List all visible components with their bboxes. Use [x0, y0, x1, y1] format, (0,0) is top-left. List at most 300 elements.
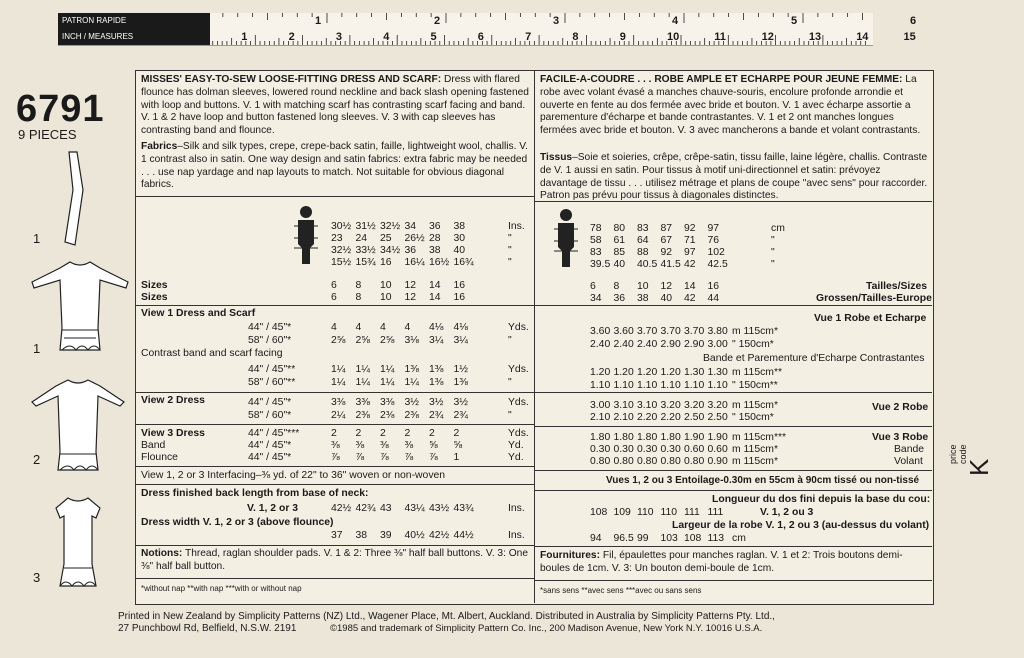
metrage-cell: 1.90 — [684, 432, 705, 443]
body-measurement-cell: 71 — [684, 235, 696, 246]
body-measurement-cell: 88 — [637, 247, 649, 258]
body-measurement-cell: 67 — [660, 235, 673, 246]
rule — [534, 426, 932, 427]
body-measurement-cell: 32½ — [331, 245, 352, 256]
size-cell: 16 — [453, 280, 466, 291]
metrage-cell: 3.10 — [637, 400, 658, 411]
dress-width-cell: 96.5 — [613, 533, 634, 544]
rule — [534, 392, 932, 393]
bande-label: Bande — [894, 444, 925, 455]
yardage-cell: 1¼ — [331, 377, 346, 388]
dress-width-cell: 94 — [590, 533, 602, 544]
yardage-unit: " — [508, 335, 512, 346]
yardage-cell: 3⅜ — [331, 397, 346, 408]
french-notions-label: Fournitures: — [540, 550, 600, 561]
scarf-sketch — [55, 150, 95, 250]
yardage-cell: ⅞ — [404, 452, 414, 463]
body-measurement-cell: 25 — [380, 233, 392, 244]
body-measurement-cell: 42 — [684, 259, 696, 270]
yardage-cell: 1 — [453, 452, 460, 463]
yardage-cell: 3½ — [453, 397, 468, 408]
back-length-cell: 43¼ — [404, 503, 425, 514]
ruler-inch-number: 2 — [434, 15, 441, 27]
back-length-cell: 110 — [637, 507, 654, 518]
yardage-unit: Yds. — [508, 397, 529, 408]
yardage-cell: ⅜ — [331, 440, 340, 451]
yardage-unit: Yd. — [508, 440, 524, 451]
body-measurement-unit: " — [508, 257, 512, 268]
ruler-inch-number: 5 — [791, 15, 798, 27]
price-label: price — [948, 444, 958, 464]
metrage-cell: 2.90 — [684, 339, 705, 350]
body-measurement-cell: 16¼ — [404, 257, 425, 268]
back-length-cell: 43 — [380, 503, 392, 514]
size-cell: 8 — [613, 281, 620, 292]
metrage-cell: 1.90 — [707, 432, 728, 443]
metrage-cell: 0.60 — [707, 444, 728, 455]
metrage-cell: 3.20 — [707, 400, 728, 411]
size-cell: 6 — [331, 280, 337, 291]
body-measurement-cell: 40 — [453, 245, 466, 256]
yardage-cell: 4 — [404, 322, 411, 333]
yardage-cell: ⅜ — [355, 440, 365, 451]
body-measurement-cell: 92 — [684, 223, 696, 234]
metrage-cell: 1.10 — [684, 380, 705, 391]
ruler-cm-number: 13 — [808, 31, 822, 43]
yardage-cell: 3¼ — [453, 335, 468, 346]
body-measure-figure-icon — [552, 207, 582, 269]
flounce-label: Flounce — [141, 452, 178, 463]
metrage-cell: 1.10 — [613, 380, 634, 391]
yardage-cell: 3¼ — [429, 335, 444, 346]
body-measurement-cell: 42.5 — [707, 259, 728, 270]
metrage-cell: 1.30 — [684, 367, 705, 378]
yardage-cell: 2¼ — [331, 410, 346, 421]
body-measurement-cell: 15½ — [331, 257, 352, 268]
rule — [534, 546, 932, 547]
yardage-cell: 4 — [331, 322, 337, 333]
yardage-cell: 4 — [380, 322, 386, 333]
yardage-cell: 2¾ — [429, 410, 444, 421]
dress-width-cell: 103 — [660, 533, 678, 544]
metrage-unit: m 115cm* — [732, 456, 779, 467]
body-measurement-cell: 102 — [707, 247, 725, 258]
yardage-cell: 1⅜ — [453, 377, 468, 388]
rule — [534, 580, 932, 581]
dress-width-cell: 99 — [637, 533, 649, 544]
metrage-cell: 3.20 — [660, 400, 681, 411]
french-notions-text: Fil, épaulettes pour manches raglan. V. 1 et 2: Trois boutons demi-boules de 1cm. V. 3: Un bouton demi-boule de 1cm. — [540, 550, 903, 574]
body-measurement-cell: 78 — [590, 223, 602, 234]
metrage-unit: m 115cm* — [732, 444, 779, 455]
yardage-cell: 2 — [355, 428, 362, 439]
metrage-cell: 0.30 — [613, 444, 634, 455]
imprint-line-2b: ©1985 and trademark of Simplicity Pattern Co. Inc., 200 Madison Avenue, New York N.Y. 10016 U.S.A. — [330, 623, 763, 634]
body-measurement-cell: 38 — [453, 221, 466, 232]
yardage-cell: 1⅜ — [429, 364, 444, 375]
size-cell: 12 — [404, 292, 417, 303]
yardage-cell: 3⅜ — [380, 397, 395, 408]
fabric-width: 58" / 60"* — [248, 410, 292, 421]
view-3-dress-sketch — [48, 494, 108, 590]
body-measurement-cell: 32½ — [380, 221, 401, 232]
metrage-cell: 3.80 — [707, 326, 728, 337]
yardage-cell: 2 — [429, 428, 435, 439]
pattern-number: 6791 — [16, 88, 105, 130]
metrage-cell: 1.80 — [590, 432, 611, 443]
dress-width-unit: Ins. — [508, 530, 525, 541]
metrage-unit: " 150cm* — [732, 412, 774, 423]
rule — [534, 201, 932, 202]
rule — [135, 545, 534, 546]
tailles-label: Tailles/Sizes — [866, 281, 928, 292]
french-description-block — [540, 74, 928, 138]
metrage-cell: 2.20 — [660, 412, 681, 423]
french-interfacing: Vues 1, 2 ou 3 Entoilage-0.30m en 55cm à 90cm tissé ou non-tissé — [606, 475, 920, 486]
ruler-cm-number: 14 — [856, 31, 869, 43]
dress-width-cell: 38 — [355, 530, 368, 541]
body-measurement-cell: 33½ — [355, 245, 376, 256]
rule — [135, 196, 534, 197]
english-footnote: *without nap **with nap ***with or without nap — [141, 584, 302, 593]
yardage-cell: 3⅛ — [404, 335, 419, 346]
size-cell: 12 — [404, 280, 417, 291]
metrage-cell: 0.30 — [637, 444, 658, 455]
metrage-cell: 1.20 — [637, 367, 658, 378]
french-contrast-label: Bande et Parementure d'Echarpe Contrastantes — [703, 353, 925, 364]
size-cell: 10 — [637, 281, 649, 292]
body-measurement-cell: 41.5 — [660, 259, 681, 270]
back-length-cell: 42¾ — [355, 503, 376, 514]
price-code — [946, 422, 994, 502]
french-width-label: Largeur de la robe V. 1, 2 ou 3 (au-dessus du volant) — [672, 520, 930, 531]
fabric-width: 58" / 60"* — [248, 335, 292, 346]
back-length-unit: Ins. — [508, 503, 525, 514]
back-length-cell: 43¾ — [453, 503, 474, 514]
metrage-cell: 0.80 — [660, 456, 681, 467]
metrage-cell: 2.40 — [637, 339, 658, 350]
vue-2-label: Vue 2 Robe — [872, 402, 929, 413]
yardage-cell: 3½ — [404, 397, 419, 408]
view-2-label: View 2 Dress — [141, 395, 205, 406]
yardage-cell: 1¼ — [355, 377, 370, 388]
band-label: Band — [141, 440, 166, 451]
metrage-cell: 2.90 — [660, 339, 681, 350]
metrage-cell: 0.80 — [637, 456, 658, 467]
size-cell: 8 — [355, 292, 362, 303]
volant-label: Volant — [894, 456, 923, 467]
size-cell: 38 — [637, 293, 649, 304]
metrage-cell: 3.70 — [684, 326, 705, 337]
english-notions-text: Thread, raglan shoulder pads. V. 1 & 2: Three ⅜" half ball buttons. V. 3: One ⅜" half ball button. — [141, 548, 529, 572]
back-length-cell: 42½ — [331, 503, 352, 514]
metrage-cell: 1.10 — [660, 380, 681, 391]
english-description-block — [141, 74, 531, 138]
yardage-cell: 1¼ — [380, 377, 395, 388]
vue-3-label: Vue 3 Robe — [872, 432, 929, 443]
view-number-1-scarf: 1 — [33, 231, 41, 246]
metrage-cell: 1.20 — [660, 367, 681, 378]
view-number-1-dress: 1 — [33, 341, 41, 356]
yardage-cell: 2⅜ — [404, 410, 419, 421]
body-measurement-cell: 34 — [404, 221, 417, 232]
metrage-cell: 2.10 — [613, 412, 634, 423]
size-cell: 16 — [707, 281, 720, 292]
rule — [135, 392, 534, 393]
body-measurement-cell: 28 — [429, 233, 441, 244]
ruler-cm-number: 11 — [714, 31, 726, 43]
body-measurement-cell: 30½ — [331, 221, 352, 232]
yardage-unit: Yds. — [508, 428, 529, 439]
body-measurement-cell: 40 — [613, 259, 626, 270]
size-cell: 12 — [660, 281, 673, 292]
ruler-tag-bottom: INCH / MEASURES — [58, 29, 210, 45]
rule — [135, 305, 534, 306]
metrage-cell: 1.10 — [707, 380, 728, 391]
view-3-label: View 3 Dress — [141, 428, 205, 439]
ruler-cm-number: 7 — [525, 31, 532, 43]
french-title: FACILE-A-COUDRE . . . ROBE AMPLE ET ECHARPE POUR JEUNE FEMME: — [540, 74, 903, 85]
size-cell: 40 — [660, 293, 673, 304]
ruler-cm-number: 4 — [383, 31, 390, 43]
english-fabrics-label: Fabrics — [141, 141, 178, 152]
ruler-cm-number: 6 — [477, 31, 484, 43]
rule — [135, 466, 534, 467]
english-notions-block — [141, 548, 531, 574]
english-description: Dress with flared flounce has dolman sleeves, lowered round neckline and back slash opening fastened with loop and buttons. V. 1 with matching scarf has contrasting scarf facing and band. V. 1 & 2 have loop and button fastened long sleeves. V. 3 with cap sleeves has contrasting band and flounce. — [141, 74, 529, 137]
body-measurement-cell: 97 — [684, 247, 696, 258]
column-divider — [534, 70, 535, 603]
body-measurement-cell: 61 — [613, 235, 626, 246]
size-cell: 10 — [380, 292, 392, 303]
metrage-cell: 3.10 — [613, 400, 634, 411]
yardage-cell: 2⅜ — [355, 410, 370, 421]
body-measurement-cell: 58 — [590, 235, 602, 246]
body-measurement-cell: 80 — [613, 223, 626, 234]
yardage-cell: ⅜ — [404, 440, 414, 451]
body-measurement-cell: 16 — [380, 257, 392, 268]
metrage-cell: 0.30 — [660, 444, 681, 455]
dress-width-cell: 42½ — [429, 530, 450, 541]
vue-1-label: Vue 1 Robe et Echarpe — [814, 313, 927, 324]
metrage-cell: 0.60 — [684, 444, 705, 455]
dress-width-cell: 37 — [331, 530, 343, 541]
size-cell: 14 — [684, 281, 696, 292]
size-cell: 14 — [429, 292, 441, 303]
contrast-label: Contrast band and scarf facing — [141, 348, 283, 359]
yardage-cell: 1¼ — [380, 364, 395, 375]
body-measure-figure-icon — [292, 204, 322, 266]
size-cell: 36 — [613, 293, 626, 304]
yardage-cell: ⅝ — [429, 440, 438, 451]
metrage-unit: m 115cm** — [732, 367, 783, 378]
metrage-cell: 1.20 — [590, 367, 611, 378]
fabric-width: 44" / 45"* — [248, 322, 292, 333]
view-2-dress-sketch — [28, 376, 128, 476]
imprint-line-1: Printed in New Zealand by Simplicity Patterns (NZ) Ltd., Wagener Place, Mt. Albert, Auckland. Distributed in Australia by Simplicity Patterns Pty. Ltd., — [118, 611, 775, 622]
english-notions-label: Notions: — [141, 548, 183, 559]
metrage-cell: 1.10 — [637, 380, 658, 391]
yardage-cell: 1¼ — [404, 377, 419, 388]
yardage-cell: ⅞ — [380, 452, 389, 463]
metrage-cell: 0.80 — [590, 456, 611, 467]
yardage-unit: Yd. — [508, 452, 524, 463]
english-interfacing: View 1, 2 or 3 Interfacing–⅜ yd. of 22" to 36" woven or non-woven — [141, 470, 446, 481]
body-measurement-cell: 15¾ — [355, 257, 376, 268]
metrage-unit: " 150cm** — [732, 380, 778, 391]
english-fabrics-text: –Silk and silk types, crepe, crepe-back satin, faille, lightweight wool, challis. V. 1 contrast also in satin. One way design and satin fabrics: extra fabric may be needed . . . use nap yardage and nap layouts to match. Not suitable for obvious diagonal fabrics. — [141, 141, 528, 191]
yardage-cell: 1¼ — [355, 364, 370, 375]
french-notions-block — [540, 550, 925, 576]
back-length-label: Dress finished back length from base of neck: — [141, 488, 369, 499]
body-measurement-unit: " — [508, 245, 512, 256]
body-measurement-cell: 87 — [660, 223, 673, 234]
metrage-cell: 0.80 — [684, 456, 705, 467]
metrage-cell: 3.70 — [637, 326, 658, 337]
metrage-cell: 3.60 — [590, 326, 611, 337]
french-fabrics-block — [540, 152, 928, 203]
ruler-tag-top: PATRON RAPIDE — [58, 13, 210, 29]
french-fabrics-text: –Soie et soieries, crêpe, crêpe-satin, tissu faille, laine légère, challis. Contraste de V. 1 aussi en satin. Pour tissus à motif uni-directionnel et satin: prévoyez davantage de tissu . . . utilisez métrage et plans de coupe "avec sens" pour raccorder. Patron pas prévu pour tissus à diagonales distinctes. — [540, 152, 928, 202]
body-measurement-unit: Ins. — [508, 221, 525, 232]
yardage-cell: 2⅜ — [380, 410, 395, 421]
dress-width-unit: cm — [732, 533, 746, 544]
french-back-length-label: Longueur du dos fini depuis la base du cou: — [712, 494, 931, 505]
yardage-cell: 2 — [380, 428, 386, 439]
body-measurement-cell: 64 — [637, 235, 649, 246]
yardage-cell: 2⅝ — [355, 335, 370, 346]
imprint-line-2a: 27 Punchbowl Rd, Belfield, N.S.W. 2191 — [118, 623, 297, 634]
metrage-unit: " 150cm* — [732, 339, 774, 350]
body-measurement-cell: 36 — [429, 221, 441, 232]
body-measurement-cell: 85 — [613, 247, 626, 258]
back-length-cell: 110 — [660, 507, 678, 518]
dress-width-cell: 39 — [380, 530, 392, 541]
yardage-cell: 3½ — [429, 397, 444, 408]
width-label: Dress width V. 1, 2 or 3 (above flounce) — [141, 517, 334, 528]
yardage-cell: 2 — [331, 428, 337, 439]
fabric-width: 44" / 45"* — [248, 440, 292, 451]
metrage-cell: 1.30 — [707, 367, 728, 378]
body-measurement-cell: 83 — [590, 247, 602, 258]
ruler-cm-number: 15 — [903, 31, 916, 43]
price-letter: K — [964, 458, 994, 476]
dress-width-cell: 108 — [684, 533, 702, 544]
ruler-cm-number: 8 — [572, 31, 579, 43]
back-length-cell: 108 — [590, 507, 608, 518]
metrage-unit: m 115cm* — [732, 326, 779, 337]
fabric-width: 44" / 45"** — [248, 364, 296, 375]
ruler-cm-number: 10 — [667, 31, 680, 43]
metrage-cell: 1.80 — [660, 432, 681, 443]
body-measurement-cell: 26½ — [404, 233, 425, 244]
yardage-unit: Yds. — [508, 322, 529, 333]
view-number-3: 3 — [33, 570, 41, 585]
yardage-unit: " — [508, 377, 512, 388]
size-cell: 34 — [590, 293, 602, 304]
yardage-cell: 1⅜ — [404, 364, 419, 375]
yardage-cell: 2⅝ — [380, 335, 395, 346]
metrage-cell: 3.00 — [590, 400, 611, 411]
metrage-unit: m 115cm*** — [732, 432, 787, 443]
metrage-cell: 0.80 — [613, 456, 634, 467]
body-measurement-unit: " — [508, 233, 512, 244]
fabric-width: 44" / 45"* — [248, 452, 292, 463]
french-description: La robe avec volant évasé a manches chauve-souris, encolure profonde arrondie et ouverte en fente au dos fermée avec bride et bouton. V. 1 avec écharpe assortie a parementure d'écharpe et bande contrastantes. V. 1 et 2 ont manches longues fermées avec bride et bouton. V. 3 avec mancherons a bande et volant contrastants. — [540, 74, 921, 137]
back-length-cell: 111 — [707, 507, 724, 518]
metrage-cell: 2.50 — [707, 412, 728, 423]
yardage-cell: 4 — [355, 322, 362, 333]
ruler-inch-number: 1 — [315, 15, 322, 27]
rule — [135, 578, 534, 579]
size-cell: 8 — [355, 280, 362, 291]
yardage-unit: " — [508, 410, 512, 421]
yardage-cell: 4⅛ — [453, 322, 468, 333]
rule — [135, 484, 534, 485]
metrage-cell: 0.30 — [590, 444, 611, 455]
body-measurement-cell: 24 — [355, 233, 368, 244]
ruler-cm-number: 9 — [619, 31, 626, 43]
body-measurement-cell: 34½ — [380, 245, 401, 256]
french-footnote: *sans sens **avec sens ***avec ou sans sens — [540, 586, 702, 595]
metrage-cell: 1.20 — [613, 367, 634, 378]
body-measurement-cell: 31½ — [355, 221, 376, 232]
ruler-cm-number: 2 — [288, 31, 295, 43]
size-cell: 6 — [331, 292, 337, 303]
english-fabrics-block — [141, 141, 531, 192]
body-measurement-cell: 38 — [429, 245, 441, 256]
size-cell: 44 — [707, 293, 720, 304]
yardage-unit: Yds. — [508, 364, 529, 375]
dress-width-cell: 40½ — [404, 530, 425, 541]
body-measurement-unit: " — [771, 247, 775, 258]
english-title: MISSES' EASY-TO-SEW LOOSE-FITTING DRESS AND SCARF: — [141, 74, 442, 85]
yardage-cell: 3⅜ — [355, 397, 370, 408]
body-measurement-cell: 39.5 — [590, 259, 611, 270]
metrage-cell: 3.70 — [660, 326, 681, 337]
metrage-cell: 2.50 — [684, 412, 705, 423]
yardage-cell: 1¼ — [331, 364, 346, 375]
french-fabrics-label: Tissus — [540, 152, 573, 163]
metrage-cell: 1.80 — [613, 432, 634, 443]
size-cell: 16 — [453, 292, 466, 303]
back-length-cell: 111 — [684, 507, 700, 518]
ruler-cm-number: 3 — [335, 31, 343, 43]
body-measurement-cell: 83 — [637, 223, 649, 234]
rule — [534, 490, 932, 491]
ruler-cm-number: 1 — [241, 31, 248, 43]
ruler-inch-number: 3 — [553, 15, 560, 27]
sizes-label-2: Sizes — [141, 292, 168, 303]
body-measurement-unit: cm — [771, 223, 785, 234]
fabric-width: 58" / 60"** — [248, 377, 296, 388]
pieces-count: 9 PIECES — [18, 127, 77, 142]
yardage-cell: 2 — [453, 428, 460, 439]
metrage-cell: 2.40 — [590, 339, 611, 350]
body-measurement-cell: 30 — [453, 233, 466, 244]
yardage-cell: 4⅛ — [429, 322, 444, 333]
body-measurement-cell: 16¾ — [453, 257, 474, 268]
size-cell: 10 — [380, 280, 392, 291]
yardage-cell: 1⅜ — [429, 377, 444, 388]
ruler-cm-number: 12 — [761, 31, 774, 43]
yardage-cell: 2¾ — [453, 410, 468, 421]
rule — [534, 470, 932, 471]
body-measurement-cell: 76 — [707, 235, 720, 246]
metrage-cell: 3.20 — [684, 400, 705, 411]
french-back-length-views: V. 1, 2 ou 3 — [760, 507, 814, 518]
yardage-cell: ⅜ — [380, 440, 389, 451]
